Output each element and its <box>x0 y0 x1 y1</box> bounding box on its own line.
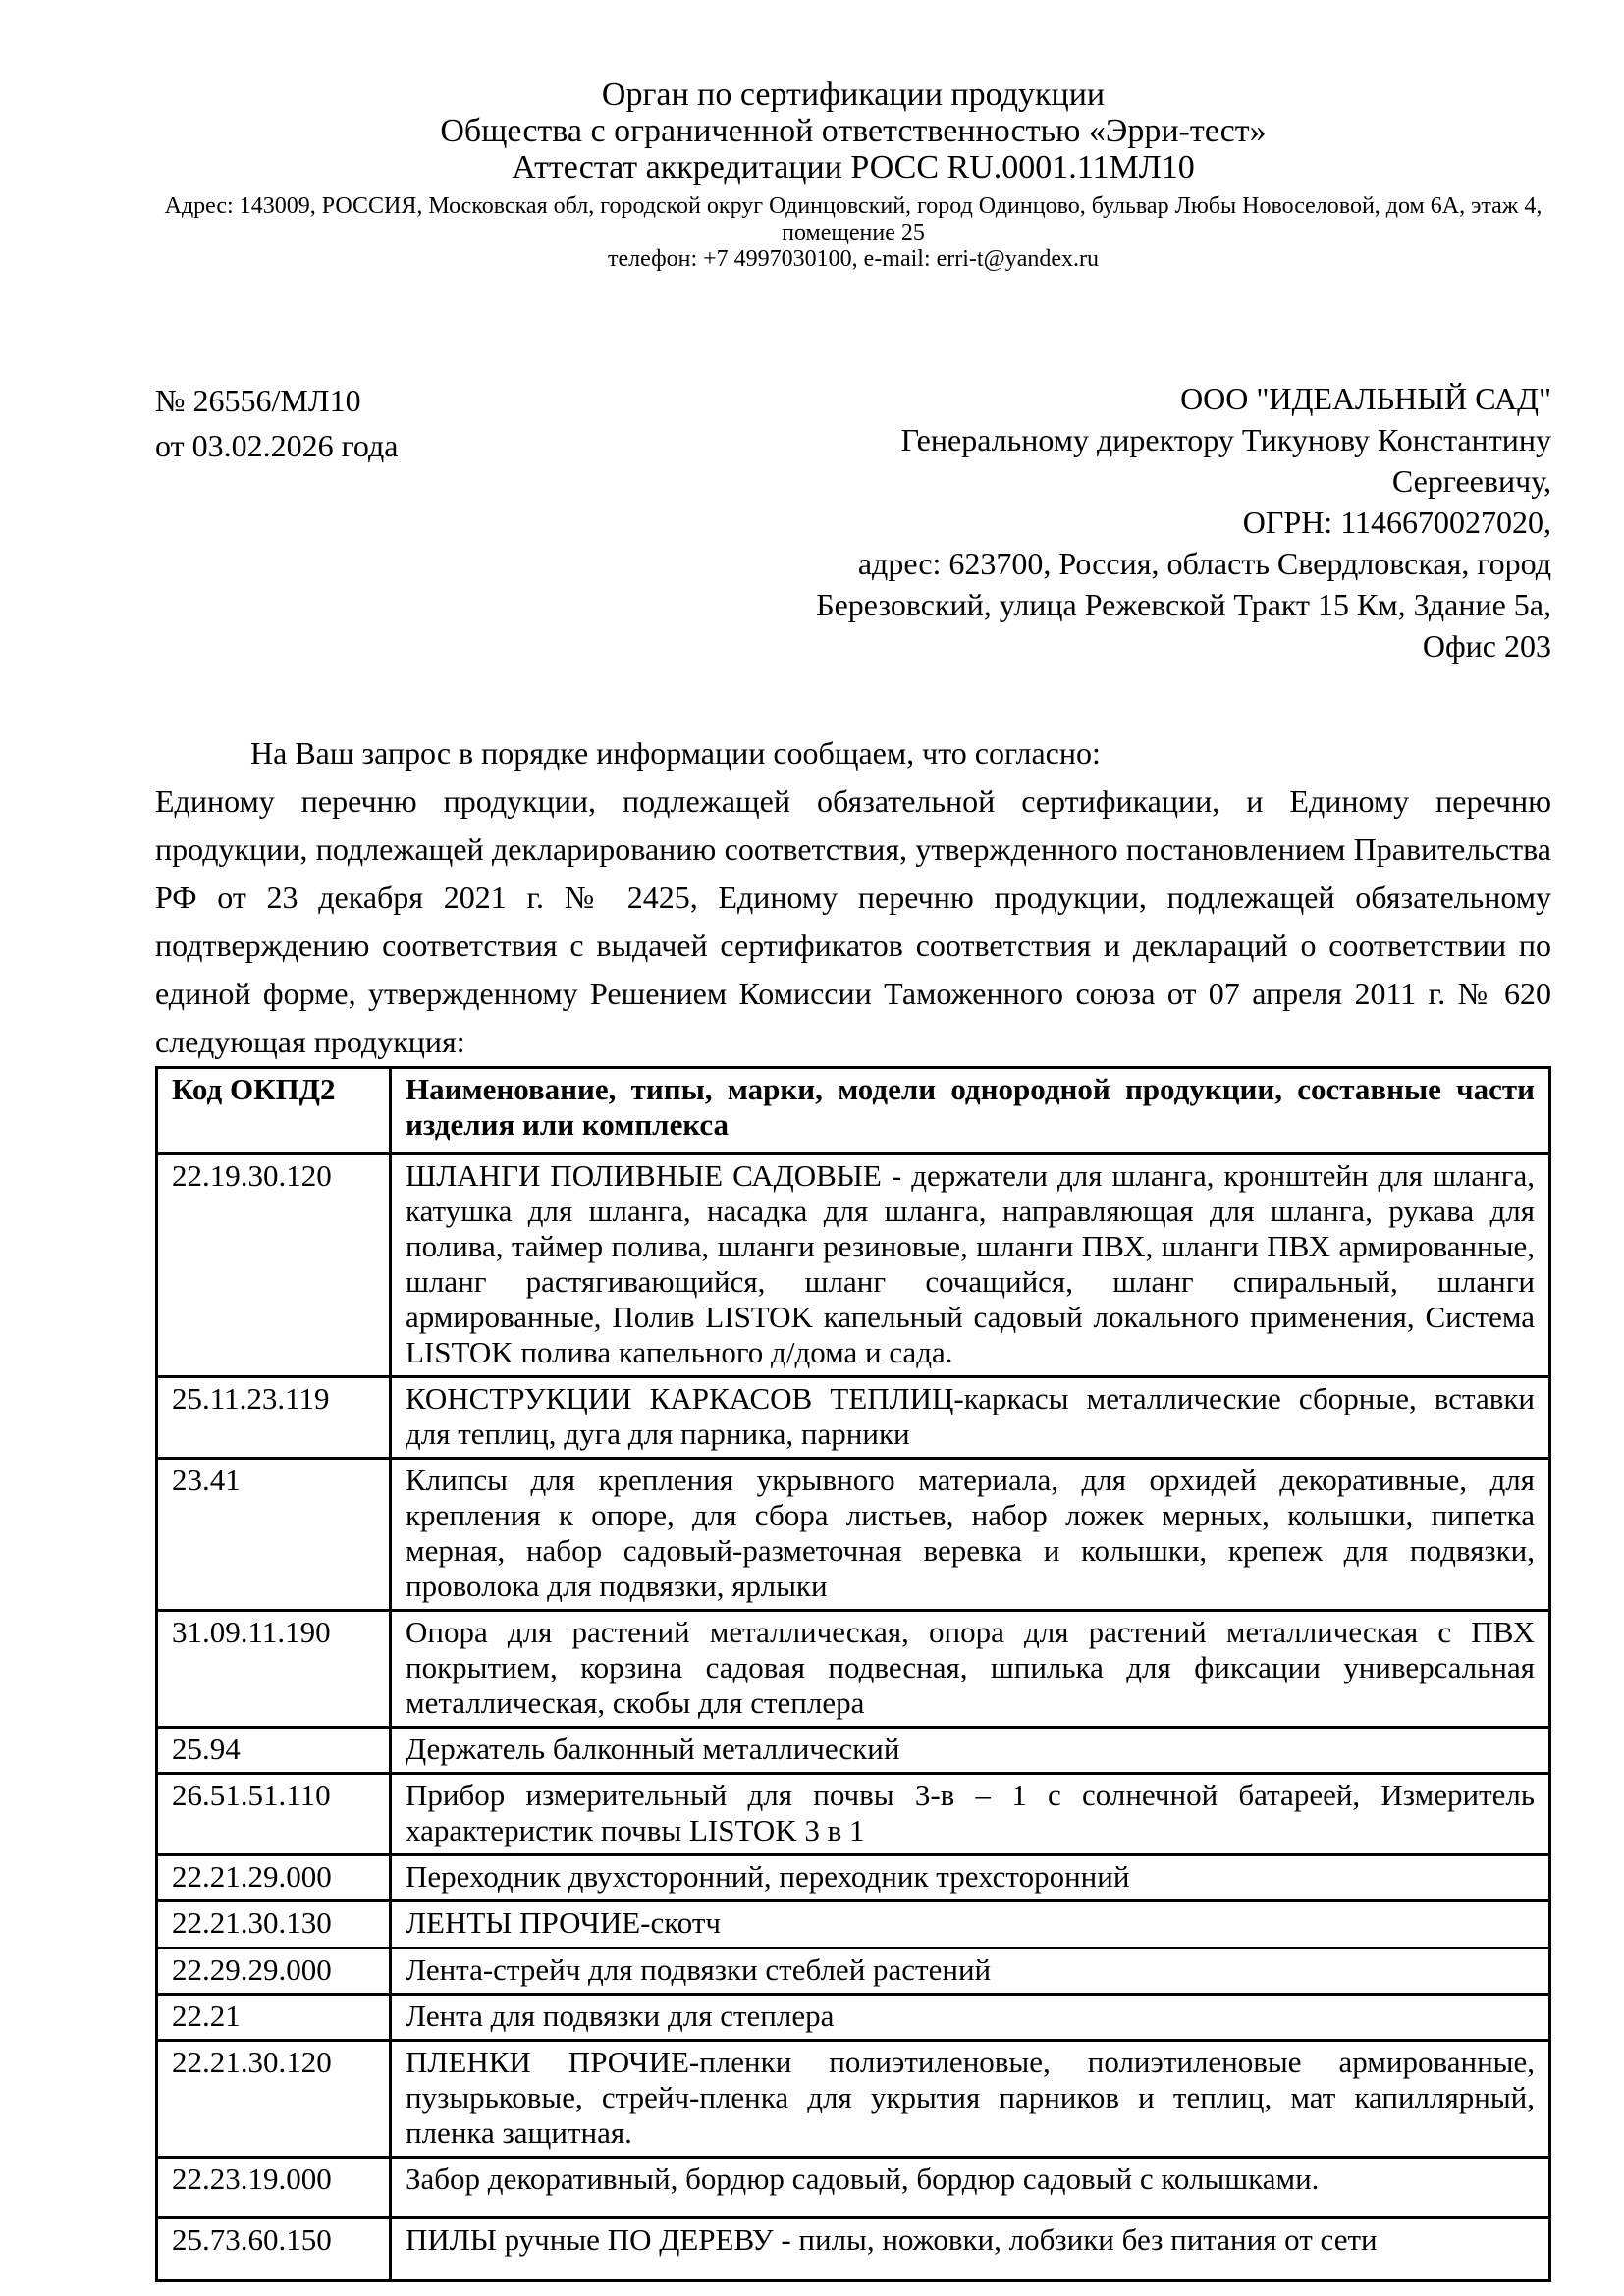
table-row <box>157 1995 1550 2041</box>
product-description-cell: Переходник двухсторонний, переходник трехсторонний <box>391 1855 1550 1901</box>
table-row <box>157 1774 1550 1855</box>
letter-reference <box>155 378 398 667</box>
column-header-product-name: Наименование, типы, марки, модели однородной продукции, составные части изделия или комплекса <box>391 1068 1550 1154</box>
product-description-cell: ПЛЕНКИ ПРОЧИЕ-пленки полиэтиленовые, полиэтиленовые армированные, пузырьковые, стрейч-пленка для укрытия парников и теплиц, мат капиллярный, пленка защитная. <box>391 2041 1550 2158</box>
letterhead-company-line: Общества с ограниченной ответственностью «Эрри-тест» <box>440 113 1267 149</box>
product-description-cell: Забор декоративный, бордюр садовый, бордюр садовый с колышками. <box>391 2158 1550 2218</box>
table-row <box>157 1901 1550 1949</box>
okpd2-code-cell: 31.09.11.190 <box>157 1611 391 1728</box>
product-description-cell: ШЛАНГИ ПОЛИВНЫЕ САДОВЫЕ - держатели для шланга, кронштейн для шланга, катушка для шланга, насадка для шланга, направляющая для шланга, рукава для полива, таймер полива, шланги резиновые, шланги ПВХ, шланги ПВХ армированные, шланг растягивающийся, шланг сочащийся, шланг спиральный, шланги армированные, Полив LISTOK капельный садовый локального применения, Система LISTOK полива капельного д/дома и сада. <box>391 1154 1550 1377</box>
okpd2-code-cell: 23.41 <box>157 1459 391 1611</box>
product-description-cell: Опора для растений металлическая, опора для растений металлическая с ПВХ покрытием, корзина садовая подвесная, шпилька для фиксации универсальная металлическая, скобы для степлера <box>391 1611 1550 1728</box>
table-row <box>157 1377 1550 1459</box>
table-row <box>157 1728 1550 1774</box>
okpd2-code-cell: 25.73.60.150 <box>157 2218 391 2281</box>
letter-body <box>155 729 1551 1066</box>
product-description-cell: Лента-стрейч для подвязки стеблей растений <box>391 1949 1550 1995</box>
recipient-line: Офис 203 <box>1422 628 1551 664</box>
table-row <box>157 2041 1550 2158</box>
table-body <box>157 1154 1550 2281</box>
reference-and-recipient-row <box>155 378 1551 667</box>
letterhead-org-line: Орган по сертификации продукции <box>601 77 1106 113</box>
letterhead-contact: телефон: +7 4997030100, e-mail: erri-t@yandex.ru <box>608 246 1099 272</box>
okpd2-code-cell: 22.19.30.120 <box>157 1154 391 1377</box>
table-row <box>157 2158 1550 2218</box>
recipient-line: Сергеевичу, <box>1391 463 1551 499</box>
okpd2-code-cell: 26.51.51.110 <box>157 1774 391 1855</box>
column-header-okpd2-code: Код ОКПД2 <box>157 1068 391 1154</box>
okpd2-code-cell: 22.21.30.130 <box>157 1901 391 1949</box>
product-description-cell: Прибор измерительный для почвы 3-в – 1 с солнечной батареей, Измеритель характеристик почвы LISTOK 3 в 1 <box>391 1774 1550 1855</box>
okpd2-code-cell: 22.21.30.120 <box>157 2041 391 2158</box>
okpd2-code-cell: 22.21 <box>157 1995 391 2041</box>
table-row <box>157 1154 1550 1377</box>
product-description-cell: КОНСТРУКЦИИ КАРКАСОВ ТЕПЛИЦ-каркасы металлические сборные, вставки для теплиц, дуга для парника, парники <box>391 1377 1550 1459</box>
products-table <box>155 1066 1551 2282</box>
letterhead-address: Адрес: 143009, РОССИЯ, Московская обл, городской округ Одинцовский, город Одинцово, бульвар Любы Новоселовой, дом 6А, этаж 4, помещение 25 <box>164 193 1543 245</box>
product-description-cell: ПИЛЫ ручные ПО ДЕРЕВУ - пилы, ножовки, лобзики без питания от сети <box>391 2218 1550 2281</box>
table-row <box>157 1459 1550 1611</box>
table-row <box>157 1611 1550 1728</box>
letter-number: № 26556/МЛ10 <box>155 383 361 418</box>
product-description-cell: Лента для подвязки для степлера <box>391 1995 1550 2041</box>
letterhead <box>155 77 1551 273</box>
okpd2-code-cell: 22.23.19.000 <box>157 2158 391 2218</box>
recipient-line: ОГРН: 1146670027020, <box>1242 505 1551 540</box>
letterhead-accreditation-line: Аттестат аккредитации РОСС RU.0001.11МЛ10 <box>512 149 1195 186</box>
okpd2-code-cell: 22.29.29.000 <box>157 1949 391 1995</box>
recipient-line: ООО "ИДЕАЛЬНЫЙ САД" <box>1180 381 1551 416</box>
recipient-block <box>766 378 1551 667</box>
recipient-line: адрес: 623700, Россия, область Свердловская, город <box>857 546 1551 581</box>
table-row <box>157 1949 1550 1995</box>
okpd2-code-cell: 25.94 <box>157 1728 391 1774</box>
okpd2-code-cell: 25.11.23.119 <box>157 1377 391 1459</box>
intro-line: На Ваш запрос в порядке информации сообщаем, что согласно: <box>250 735 1101 771</box>
recipient-line: Генеральному директору Тикунову Константину <box>900 422 1551 457</box>
recipient-line: Березовский, улица Режевской Тракт 15 Км, Здание 5а, <box>816 587 1551 622</box>
okpd2-code-cell: 22.21.29.000 <box>157 1855 391 1901</box>
letter-date: от 03.02.2026 года <box>155 428 399 463</box>
table-row <box>157 1855 1550 1901</box>
table-header-row <box>157 1068 1550 1154</box>
product-description-cell: Клипсы для крепления укрывного материала, для орхидей декоративные, для крепления к опоре, для сбора листьев, набор ложек мерных, колышки, пипетка мерная, набор садовый-разметочная веревка и колышки, крепеж для подвязки, проволока для подвязки, ярлыки <box>391 1459 1550 1611</box>
product-description-cell: ЛЕНТЫ ПРОЧИЕ-скотч <box>391 1901 1550 1949</box>
body-paragraph: Единому перечню продукции, подлежащей обязательной сертификации, и Единому перечню продукции, подлежащей декларированию соответствия, утвержденного постановлением Правительства РФ от 23 декабря 2021 г. № 2425, Единому перечню продукции, подлежащей обязательному подтверждению соответствия с выдачей сертификатов соответствия и деклараций о соответствии по единой форме, утвержденному Решением Комиссии Таможенного союза от 07 апреля 2011 г. № 620 следующая продукция: <box>155 783 1551 1059</box>
product-description-cell: Держатель балконный металлический <box>391 1728 1550 1774</box>
table-row <box>157 2218 1550 2281</box>
